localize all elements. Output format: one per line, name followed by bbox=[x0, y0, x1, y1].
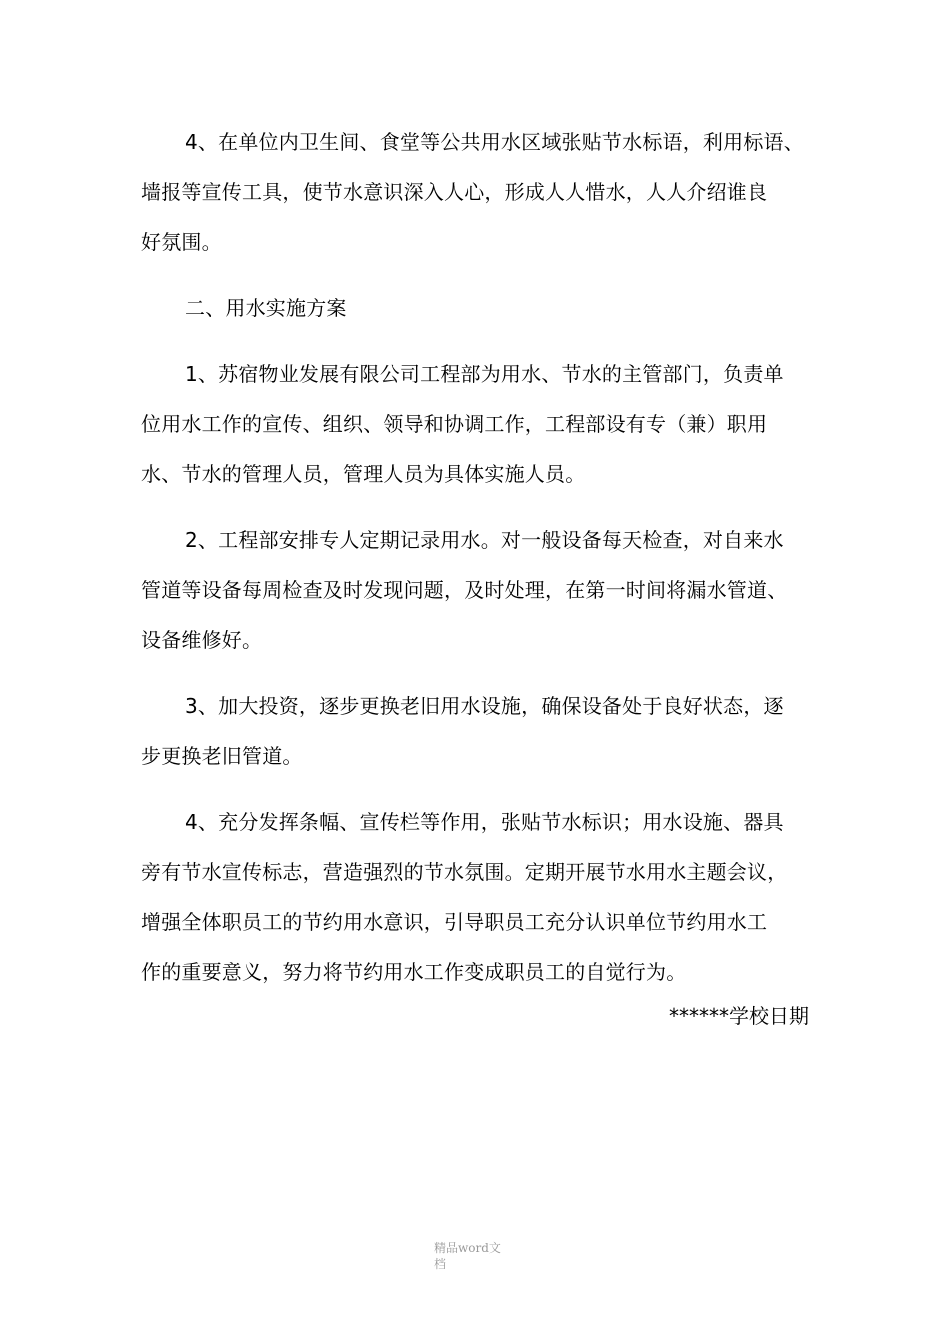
paragraph-line: 2、工程部安排专人定期记录用水。对一般设备每天检查，对自来水 bbox=[185, 528, 784, 552]
paragraph-line: 设备维修好。 bbox=[141, 628, 263, 652]
paragraph-line: 水、节水的管理人员，管理人员为具体实施人员。 bbox=[141, 462, 586, 486]
section-heading: 二、用水实施方案 bbox=[185, 296, 347, 320]
paragraph-line: 4、在单位内卫生间、食堂等公共用水区域张贴节水标语，利用标语、 bbox=[185, 130, 804, 154]
page-footer bbox=[434, 1240, 524, 1272]
paragraph-line: 作的重要意义，努力将节约用水工作变成职员工的自觉行为。 bbox=[141, 960, 687, 984]
paragraph-line: 好氛围。 bbox=[141, 230, 222, 254]
footer-line: 档 bbox=[434, 1257, 447, 1271]
paragraph-line: 位用水工作的宣传、组织、领导和协调工作，工程部设有专（兼）职用 bbox=[141, 412, 768, 436]
paragraph-line: 管道等设备每周检查及时发现问题，及时处理，在第一时间将漏水管道、 bbox=[141, 578, 788, 602]
paragraph-line: 步更换老旧管道。 bbox=[141, 744, 303, 768]
paragraph-line: 旁有节水宣传标志，营造强烈的节水氛围。定期开展节水用水主题会议， bbox=[141, 860, 788, 884]
paragraph-line: 墙报等宣传工具，使节水意识深入人心，形成人人惜水，人人介绍谁良 bbox=[141, 180, 768, 204]
paragraph-line: 1、苏宿物业发展有限公司工程部为用水、节水的主管部门，负责单 bbox=[185, 362, 784, 386]
footer-line: 精品word文 bbox=[434, 1241, 501, 1255]
paragraph-line: 增强全体职员工的节约用水意识，引导职员工充分认识单位节约用水工 bbox=[141, 910, 768, 934]
paragraph-line: 4、充分发挥条幅、宣传栏等作用，张贴节水标识；用水设施、器具 bbox=[185, 810, 784, 834]
signature-line: ******学校日期 bbox=[669, 1004, 809, 1028]
paragraph-line: 3、加大投资，逐步更换老旧用水设施，确保设备处于良好状态，逐 bbox=[185, 694, 784, 718]
